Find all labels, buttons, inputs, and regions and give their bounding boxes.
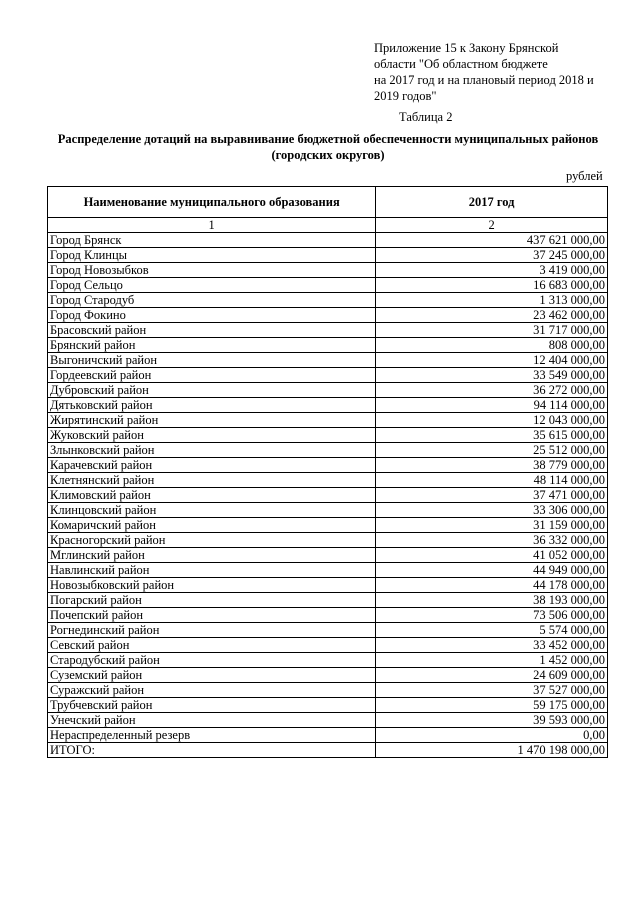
table-row xyxy=(48,263,608,278)
row-value: 31 717 000,00 xyxy=(376,323,608,338)
row-name: Жирятинский район xyxy=(48,413,376,428)
table-row xyxy=(48,638,608,653)
row-name: Красногорский район xyxy=(48,533,376,548)
table-row xyxy=(48,578,608,593)
row-name: Карачевский район xyxy=(48,458,376,473)
row-value: 3 419 000,00 xyxy=(376,263,608,278)
row-value: 94 114 000,00 xyxy=(376,398,608,413)
appendix-line: Приложение 15 к Закону Брянской xyxy=(374,41,559,55)
table-row xyxy=(48,458,608,473)
row-name: Климовский район xyxy=(48,488,376,503)
units-label: рублей xyxy=(566,169,603,183)
row-value: 33 549 000,00 xyxy=(376,368,608,383)
column-number: 1 xyxy=(48,218,376,233)
page-title: Распределение дотаций на выравнивание бюджетной обеспеченности муниципальных районов (городских округов) xyxy=(57,132,599,162)
table-header-row xyxy=(48,187,608,218)
table-row xyxy=(48,518,608,533)
table-row xyxy=(48,248,608,263)
row-name: Севский район xyxy=(48,638,376,653)
row-name: Город Брянск xyxy=(48,233,376,248)
table-row xyxy=(48,653,608,668)
row-name: Город Сельцо xyxy=(48,278,376,293)
table-row xyxy=(48,488,608,503)
distribution-table xyxy=(47,186,608,758)
row-name: Город Клинцы xyxy=(48,248,376,263)
row-value: 437 621 000,00 xyxy=(376,233,608,248)
table-row xyxy=(48,743,608,758)
row-name: Город Фокино xyxy=(48,308,376,323)
row-value: 1 470 198 000,00 xyxy=(376,743,608,758)
row-value: 41 052 000,00 xyxy=(376,548,608,563)
row-value: 37 527 000,00 xyxy=(376,683,608,698)
row-name: Унечский район xyxy=(48,713,376,728)
table-row xyxy=(48,683,608,698)
row-name: Нераспределенный резерв xyxy=(48,728,376,743)
row-value: 12 404 000,00 xyxy=(376,353,608,368)
row-name: Брянский район xyxy=(48,338,376,353)
table-row xyxy=(48,533,608,548)
appendix-line: на 2017 год и на плановый период 2018 и xyxy=(374,73,594,87)
table-row xyxy=(48,383,608,398)
row-value: 33 452 000,00 xyxy=(376,638,608,653)
row-name: Почепский район xyxy=(48,608,376,623)
row-value: 44 178 000,00 xyxy=(376,578,608,593)
row-name: Брасовский район xyxy=(48,323,376,338)
row-name: Суражский район xyxy=(48,683,376,698)
table-label: Таблица 2 xyxy=(399,110,453,124)
table-row xyxy=(48,473,608,488)
row-value: 37 245 000,00 xyxy=(376,248,608,263)
table-row xyxy=(48,233,608,248)
row-name: ИТОГО: xyxy=(48,743,376,758)
table-row xyxy=(48,293,608,308)
table-row xyxy=(48,368,608,383)
appendix-note xyxy=(374,40,624,104)
row-name: Трубчевский район xyxy=(48,698,376,713)
table-row xyxy=(48,668,608,683)
row-name: Навлинский район xyxy=(48,563,376,578)
row-value: 38 193 000,00 xyxy=(376,593,608,608)
appendix-line: области "Об областном бюджете xyxy=(374,57,548,71)
row-value: 38 779 000,00 xyxy=(376,458,608,473)
header-name: Наименование муниципального образования xyxy=(48,187,376,218)
table-row xyxy=(48,563,608,578)
table-row xyxy=(48,443,608,458)
row-name: Город Новозыбков xyxy=(48,263,376,278)
row-value: 25 512 000,00 xyxy=(376,443,608,458)
row-value: 59 175 000,00 xyxy=(376,698,608,713)
row-name: Дятьковский район xyxy=(48,398,376,413)
row-name: Комаричский район xyxy=(48,518,376,533)
row-name: Новозыбковский район xyxy=(48,578,376,593)
row-name: Жуковский район xyxy=(48,428,376,443)
table-row xyxy=(48,278,608,293)
row-value: 36 332 000,00 xyxy=(376,533,608,548)
table-row xyxy=(48,728,608,743)
header-year: 2017 год xyxy=(376,187,608,218)
row-name: Клинцовский район xyxy=(48,503,376,518)
row-name: Суземский район xyxy=(48,668,376,683)
table-row xyxy=(48,308,608,323)
row-value: 48 114 000,00 xyxy=(376,473,608,488)
appendix-line: 2019 годов" xyxy=(374,89,437,103)
table-row xyxy=(48,713,608,728)
table-row xyxy=(48,698,608,713)
table-row xyxy=(48,413,608,428)
table-row xyxy=(48,548,608,563)
table-row xyxy=(48,593,608,608)
row-value: 24 609 000,00 xyxy=(376,668,608,683)
table-row xyxy=(48,623,608,638)
row-name: Погарский район xyxy=(48,593,376,608)
row-value: 0,00 xyxy=(376,728,608,743)
row-name: Гордеевский район xyxy=(48,368,376,383)
row-value: 12 043 000,00 xyxy=(376,413,608,428)
table-row xyxy=(48,503,608,518)
row-value: 31 159 000,00 xyxy=(376,518,608,533)
row-value: 1 452 000,00 xyxy=(376,653,608,668)
row-name: Город Стародуб xyxy=(48,293,376,308)
table-row xyxy=(48,338,608,353)
table-row xyxy=(48,398,608,413)
row-value: 16 683 000,00 xyxy=(376,278,608,293)
row-value: 73 506 000,00 xyxy=(376,608,608,623)
row-name: Стародубский район xyxy=(48,653,376,668)
table-row xyxy=(48,608,608,623)
row-value: 39 593 000,00 xyxy=(376,713,608,728)
table-row xyxy=(48,428,608,443)
row-value: 808 000,00 xyxy=(376,338,608,353)
row-value: 35 615 000,00 xyxy=(376,428,608,443)
row-value: 33 306 000,00 xyxy=(376,503,608,518)
row-value: 37 471 000,00 xyxy=(376,488,608,503)
row-value: 44 949 000,00 xyxy=(376,563,608,578)
row-name: Мглинский район xyxy=(48,548,376,563)
row-value: 1 313 000,00 xyxy=(376,293,608,308)
row-name: Злынковский район xyxy=(48,443,376,458)
table-row xyxy=(48,323,608,338)
table-row xyxy=(48,353,608,368)
column-number-row xyxy=(48,218,608,233)
row-name: Клетнянский район xyxy=(48,473,376,488)
column-number: 2 xyxy=(376,218,608,233)
row-name: Дубровский район xyxy=(48,383,376,398)
row-value: 36 272 000,00 xyxy=(376,383,608,398)
row-name: Выгоничский район xyxy=(48,353,376,368)
row-value: 23 462 000,00 xyxy=(376,308,608,323)
row-value: 5 574 000,00 xyxy=(376,623,608,638)
row-name: Рогнединский район xyxy=(48,623,376,638)
